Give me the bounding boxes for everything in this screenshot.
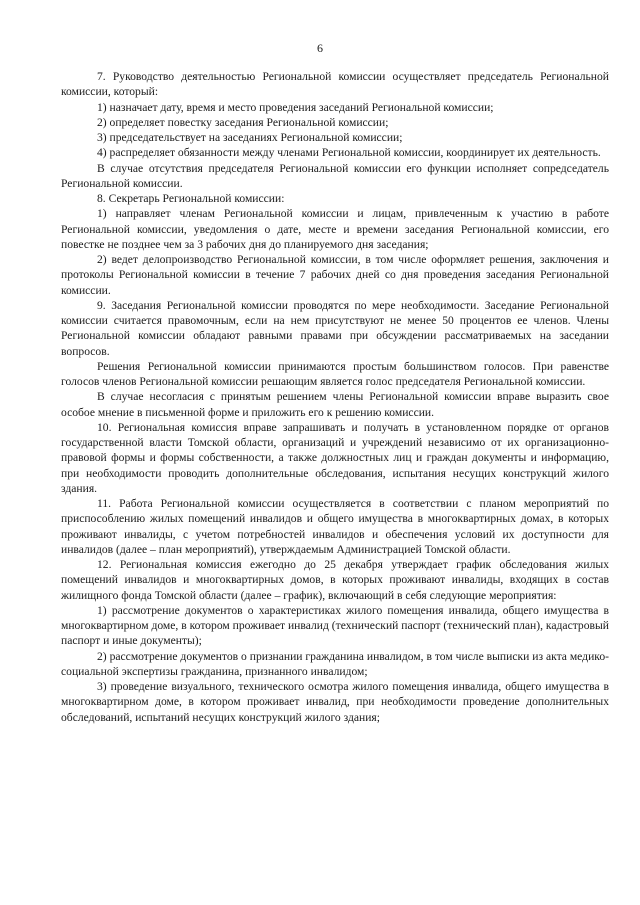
paragraph: 9. Заседания Региональной комиссии проводятся по мере необходимости. Заседание Региональной комиссии считается правомочным, если на нем присутствуют не менее 50 процентов ее членов. Члены Региональной комиссии обладают равными правами при обсуждении рассматриваемых на заседании вопросов. <box>61 298 609 358</box>
paragraph: 1) назначает дату, время и место проведения заседаний Региональной комиссии; <box>97 100 494 114</box>
paragraph: 2) ведет делопроизводство Региональной комиссии, в том числе оформляет решения, заключения и протоколы Региональной комиссии в течение 7 рабочих дней со дня проведения заседания Региональной комиссии. <box>61 253 609 297</box>
paragraph: 11. Работа Региональной комиссии осуществляется в соответствии с планом мероприятий по приспособлению жилых помещений инвалидов и общего имущества в многоквартирных домах, в которых проживают инвалиды, с учетом потребностей инвалидов и обеспечения условий их доступности для инвалидов (далее – план мероприятий), утверждаемым Администрацией Томской области. <box>61 497 609 556</box>
paragraph: 10. Региональная комиссия вправе запрашивать и получать в установленном порядке от органов государственной власти Томской области, организаций и учреждений независимо от их организационно-правовой формы и формы собственности, а также должностных лиц и граждан документы и информацию, при необходимости проводить дополнительные обследования, испытания несущих конструкций жилого здания. <box>61 420 609 495</box>
paragraph: Решения Региональной комиссии принимаются простым большинством голосов. При равенстве голосов членов Региональной комиссии решающим является голос председателя Региональной комиссии. <box>61 359 609 388</box>
paragraph: 2) определяет повестку заседания Региональной комиссии; <box>97 115 389 129</box>
paragraph: 2) рассмотрение документов о признании гражданина инвалидом, в том числе выписки из акта медико-социальной экспертизы гражданина, признанного инвалидом; <box>61 649 609 678</box>
page-number: 6 <box>317 41 323 55</box>
paragraph: 4) распределяет обязанности между членами Региональной комиссии, координирует их деятельность. <box>97 146 601 160</box>
paragraph: 7. Руководство деятельностью Региональной комиссии осуществляет председатель Региональной комиссии, который: <box>61 70 609 99</box>
paragraph: 3) проведение визуального, технического осмотра жилого помещения инвалида, общего имущества в многоквартирном доме, в котором проживает инвалид, при необходимости проведение дополнительных обследований, испытаний несущих конструкций жилого здания; <box>61 680 609 724</box>
paragraph: 3) председательствует на заседаниях Региональной комиссии; <box>97 131 403 144</box>
paragraph: 1) рассмотрение документов о характеристиках жилого помещения инвалида, общего имущества в многоквартирном доме, в котором проживает инвалид (технический паспорт (технический план), кадастровый паспорт и иные документы); <box>61 603 609 648</box>
paragraph: В случае отсутствия председателя Региональной комиссии его функции исполняет сопредседатель Региональной комиссии. <box>61 161 609 190</box>
document-body <box>61 69 609 725</box>
paragraph: 12. Региональная комиссия ежегодно до 25 декабря утверждает график обследования жилых помещений инвалидов и многоквартирных домов, в которых проживают инвалиды, входящих в состав жилищного фонда Томской области (далее – график), включающий в себя следующие мероприятия: <box>61 558 609 602</box>
paragraph: 8. Секретарь Региональной комиссии: <box>97 192 285 205</box>
paragraph: В случае несогласия с принятым решением члены Региональной комиссии вправе выразить свое особое мнение в письменной форме и приложить его к решению комиссии. <box>61 390 609 419</box>
paragraph: 1) направляет членам Региональной комиссии и лицам, привлеченным к участию в работе Региональной комиссии, уведомления о дате, месте и времени заседания Региональной комиссии, его повестке не позднее чем за 3 рабочих дня до планируемого дня заседания; <box>61 207 609 251</box>
